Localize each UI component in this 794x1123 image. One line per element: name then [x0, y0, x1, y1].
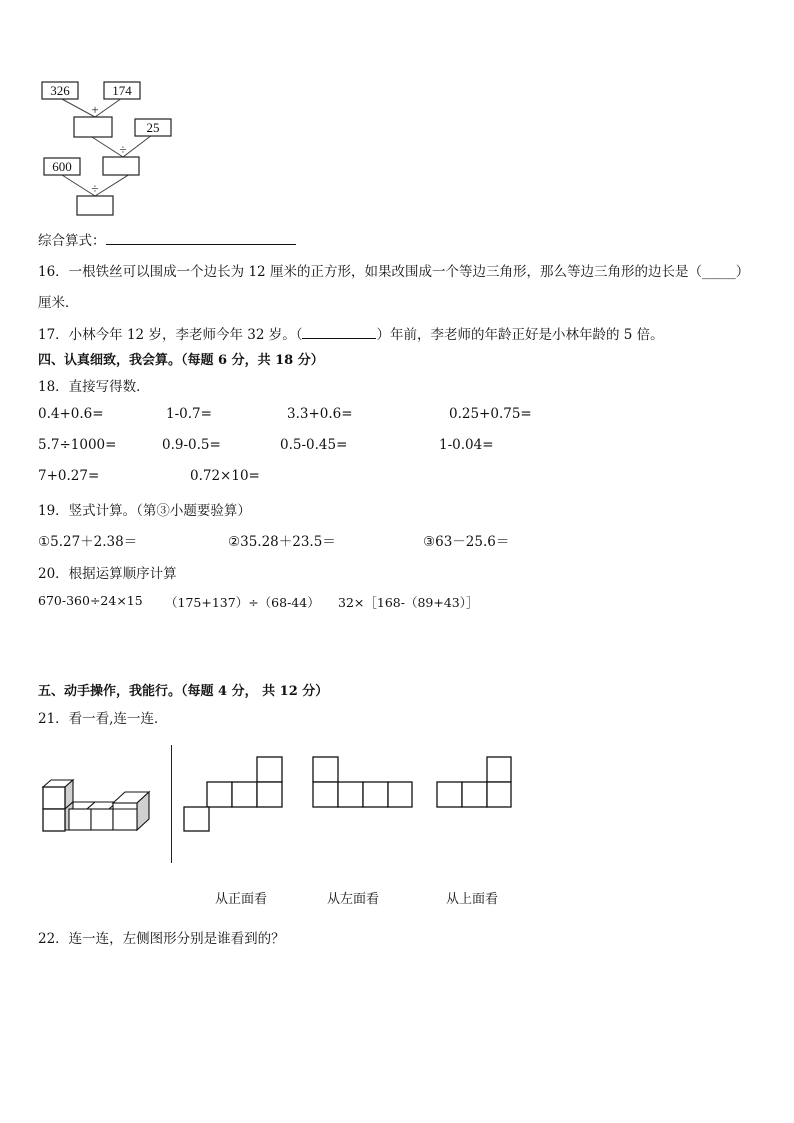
section-4-heading: 四、认真细致，我会算。（每题 6 分，共 18 分）	[38, 353, 324, 368]
diagram-shape	[60, 98, 95, 117]
question-16-cont: 厘米．	[38, 295, 79, 311]
view-grid-3	[0, 750, 530, 840]
view-label-front: 从正面看	[215, 892, 268, 907]
diagram-shape	[437, 782, 462, 807]
question-19-title: 19．竖式计算。（第③小题要验算）	[38, 503, 251, 519]
tree-operator-divide-2: ÷	[91, 181, 99, 196]
diagram-shape	[462, 782, 487, 807]
q18-item: 0.4+0.6=	[38, 406, 104, 422]
diagram-shape	[62, 175, 95, 196]
q18-item: 7+0.27=	[38, 468, 100, 484]
question-17-before: 17．小林今年 12 岁，李老师今年 32 岁。（	[38, 327, 303, 343]
q18-item: 1-0.04=	[439, 437, 494, 453]
tree-value-174: 174	[112, 83, 132, 98]
q19-item: ②35.28＋23.5＝	[228, 534, 336, 550]
tree-operator-divide-1: ÷	[119, 142, 127, 157]
q18-item: 1-0.7=	[166, 406, 212, 422]
q18-item: 0.5-0.45=	[280, 437, 348, 453]
question-16: 16．一根铁丝可以围成一个边长为 12 厘米的正方形，如果改围成一个等边三角形，那么等边三角形的边长是（_____）	[38, 264, 750, 280]
q20-item: 670-360÷24×15	[38, 593, 143, 608]
view-label-top: 从上面看	[446, 892, 499, 907]
q18-item: 0.9-0.5=	[162, 437, 221, 453]
diagram-shape	[487, 757, 511, 782]
question-17-after: ）年前，李老师的年龄正好是小林年龄的 5 倍。	[376, 327, 664, 343]
formula-line	[38, 229, 296, 249]
q19-item: ③63－25.6＝	[423, 534, 510, 550]
q18-item: 5.7÷1000=	[38, 437, 117, 453]
box-result-blank	[77, 196, 113, 215]
view-label-left: 从左面看	[327, 892, 380, 907]
q20-item: （175+137）÷（68-44）	[165, 595, 320, 610]
question-17	[38, 323, 664, 343]
diagram-shape	[95, 174, 130, 196]
diagram-shape	[123, 135, 152, 157]
section-5-heading: 五、动手操作，我能行。（每题 4 分， 共 12 分）	[38, 684, 329, 699]
formula-label: 综合算式：	[38, 233, 106, 249]
tree-value-326: 326	[50, 83, 70, 98]
diagram-shape	[487, 782, 511, 807]
tree-value-600: 600	[52, 159, 72, 174]
diagram-shape	[95, 98, 122, 117]
q18-item: 3.3+0.6=	[287, 406, 353, 422]
q18-item: 0.72×10=	[190, 468, 260, 484]
question-17-blank[interactable]	[302, 325, 376, 339]
tree-value-25: 25	[146, 120, 160, 135]
formula-answer-blank[interactable]	[106, 230, 296, 245]
box-sum-blank	[74, 117, 112, 137]
q19-item: ①5.27＋2.38＝	[38, 534, 138, 550]
question-22-title: 22．连一连，左侧图形分别是谁看到的？	[38, 931, 285, 947]
question-20-title: 20．根据运算顺序计算	[38, 566, 177, 582]
q20-item: 32×［168-（89+43）］	[338, 595, 479, 610]
q18-item: 0.25+0.75=	[449, 406, 532, 422]
diagram-shape	[92, 137, 123, 157]
calculation-tree-diagram	[0, 0, 220, 225]
question-21-title: 21．看一看,连一连．	[38, 711, 168, 727]
box-quotient-blank	[103, 157, 139, 175]
question-18-title: 18．直接写得数．	[38, 379, 150, 395]
tree-operator-plus: +	[91, 102, 99, 117]
